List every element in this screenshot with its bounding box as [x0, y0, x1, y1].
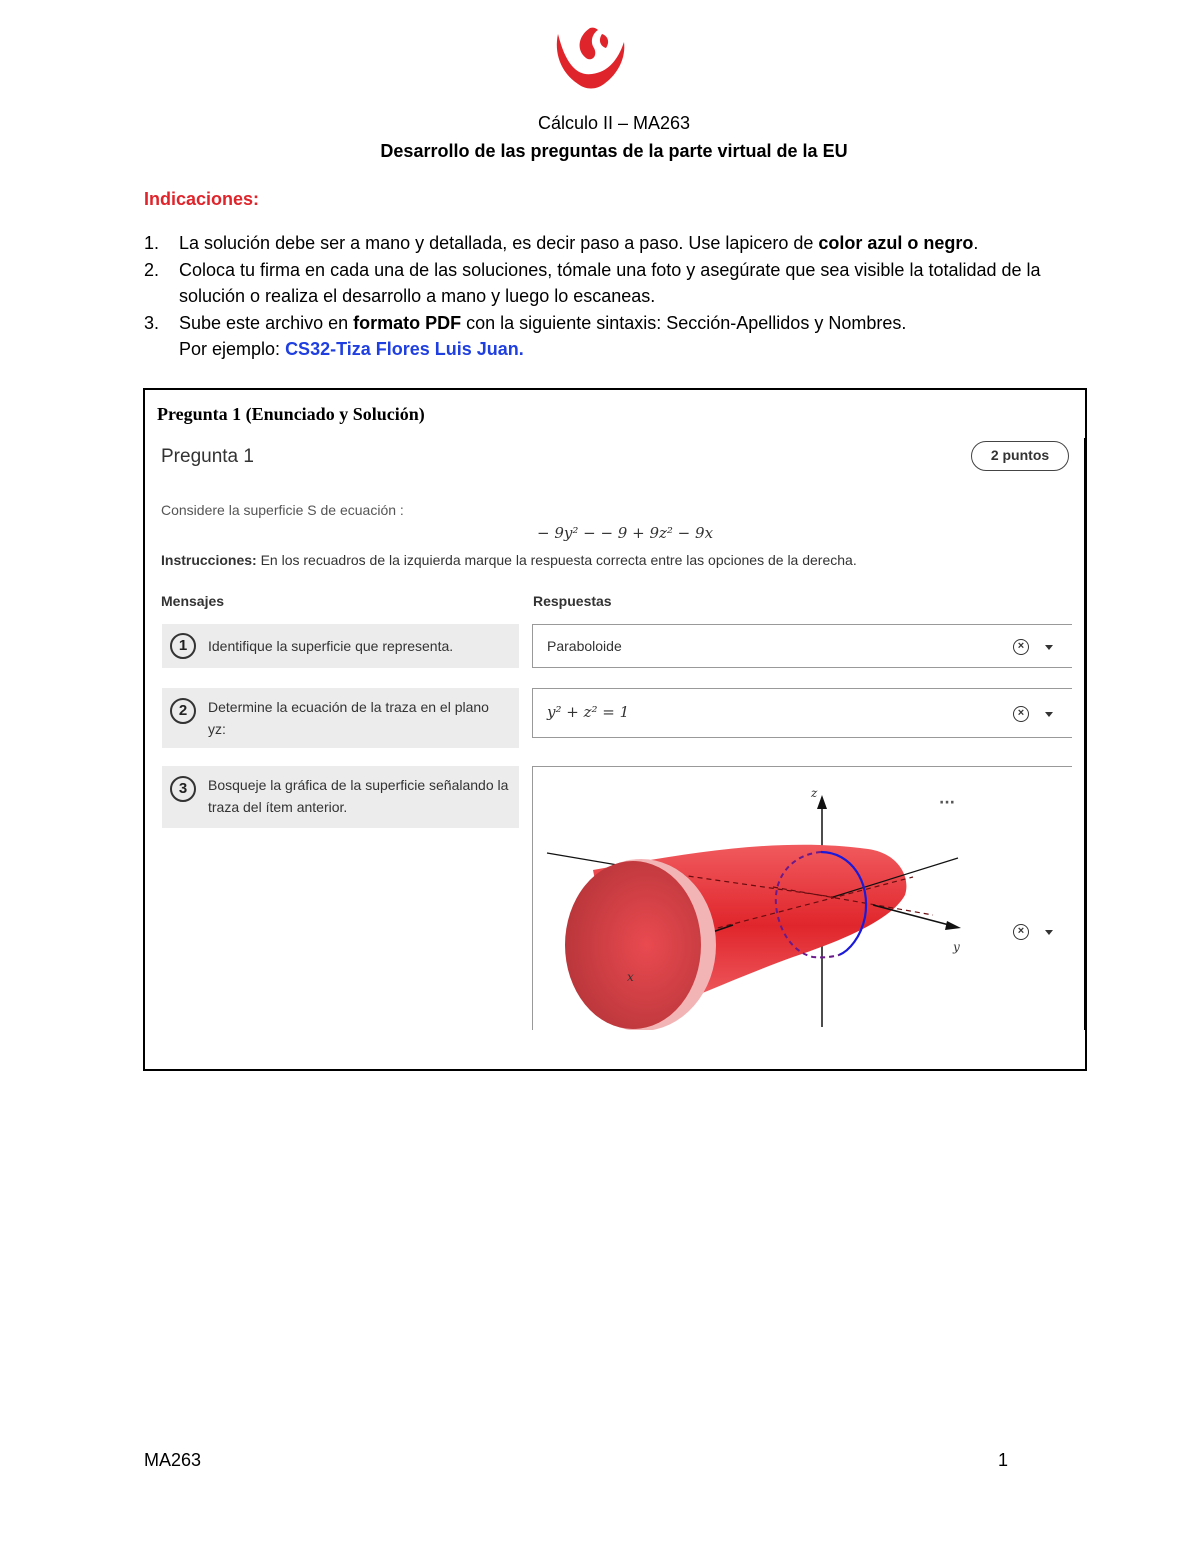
course-title: Cálculo II – MA263 — [537, 113, 691, 133]
clear-icon[interactable]: × — [1013, 706, 1029, 722]
example-label: Por ejemplo: — [179, 339, 286, 359]
chevron-down-icon[interactable] — [1045, 930, 1053, 935]
item-text-end: . — [973, 233, 979, 253]
y-axis-arrow — [945, 921, 961, 930]
footer-course-code: MA263 — [144, 1450, 202, 1470]
item-text: La solución debe ser a mano y detallada, es decir paso a paso. Use lapicero de — [179, 233, 819, 253]
example-value: CS32-Tiza Flores Luis Juan. — [285, 339, 524, 359]
answers-header: Respuestas — [533, 593, 612, 609]
answer-select-2[interactable] — [532, 688, 1072, 738]
instructions — [161, 552, 857, 568]
screenshot-edge — [1084, 438, 1085, 1030]
item-number: 2. — [144, 259, 160, 280]
surface-equation: − 9y² − − 9 + 9z² − 9x — [537, 524, 714, 542]
surface-opening — [565, 861, 701, 1029]
instructions-text: En los recuadros de la izquierda marque la respuesta correcta entre las opciones de la derecha. — [256, 552, 857, 568]
consider-text: Considere la superficie S de ecuación : — [161, 502, 404, 518]
indications-heading: Indicaciones: — [144, 189, 260, 209]
university-logo — [552, 24, 628, 92]
points-badge: 2 puntos — [971, 441, 1069, 471]
message-text: Bosqueje la gráfica de la superficie señalando la traza del ítem anterior. — [208, 777, 509, 815]
chevron-down-icon[interactable] — [1045, 645, 1053, 650]
clear-icon[interactable]: × — [1013, 639, 1029, 655]
chevron-down-icon[interactable] — [1045, 712, 1053, 717]
indication-item-1 — [144, 230, 1094, 257]
message-2 — [162, 688, 519, 748]
question-box-title: Pregunta 1 (Enunciado y Solución) — [157, 404, 425, 424]
indication-item-2 — [144, 257, 1094, 310]
item-text-end: con la siguiente sintaxis: Sección-Apellidos y Nombres. — [461, 312, 907, 333]
y-axis-label: y — [953, 940, 960, 954]
z-axis-arrow — [817, 795, 827, 809]
item-number: 1. — [144, 233, 160, 253]
item-number: 3. — [144, 312, 160, 333]
more-options-icon[interactable]: ··· — [939, 795, 955, 811]
item-text: Coloca tu firma en cada una de las soluciones, tómale una foto y asegúrate que sea visible la totalidad de la solución o realiza el desarrollo a mano y luego lo escaneas. — [179, 259, 1041, 306]
message-3 — [162, 766, 519, 828]
message-text: Determine la ecuación de la traza en el plano yz: — [208, 699, 489, 737]
x-axis-label: x — [627, 970, 634, 984]
answer-value: y² + z² = 1 — [547, 703, 630, 721]
answer-value: Paraboloide — [547, 638, 622, 654]
message-text: Identifique la superficie que representa. — [208, 638, 454, 654]
question-screenshot — [147, 438, 1085, 1030]
answer-select-1[interactable] — [532, 624, 1072, 668]
item-text: Sube este archivo en — [179, 312, 354, 333]
item-text-bold: color azul o negro — [818, 233, 974, 253]
indication-item-3 — [144, 310, 1094, 363]
instructions-label: Instrucciones: — [161, 552, 257, 568]
clear-icon[interactable]: × — [1013, 924, 1029, 940]
messages-header: Mensajes — [161, 593, 225, 609]
message-number-1: 1 — [170, 633, 196, 659]
message-number-2: 2 — [170, 698, 196, 724]
message-number-3: 3 — [170, 776, 196, 802]
document-subtitle: Desarrollo de las preguntas de la parte virtual de la EU — [380, 141, 848, 161]
question-title: Pregunta 1 — [161, 446, 254, 467]
surface-graph — [533, 767, 1072, 1030]
message-1 — [162, 624, 519, 668]
item-text-bold: formato PDF — [353, 312, 462, 333]
answer-select-3[interactable] — [532, 766, 1072, 1030]
z-axis-label: z — [811, 786, 818, 800]
footer-page-number: 1 — [998, 1450, 1009, 1470]
question-box — [143, 388, 1087, 1071]
indications-list — [144, 230, 1094, 363]
